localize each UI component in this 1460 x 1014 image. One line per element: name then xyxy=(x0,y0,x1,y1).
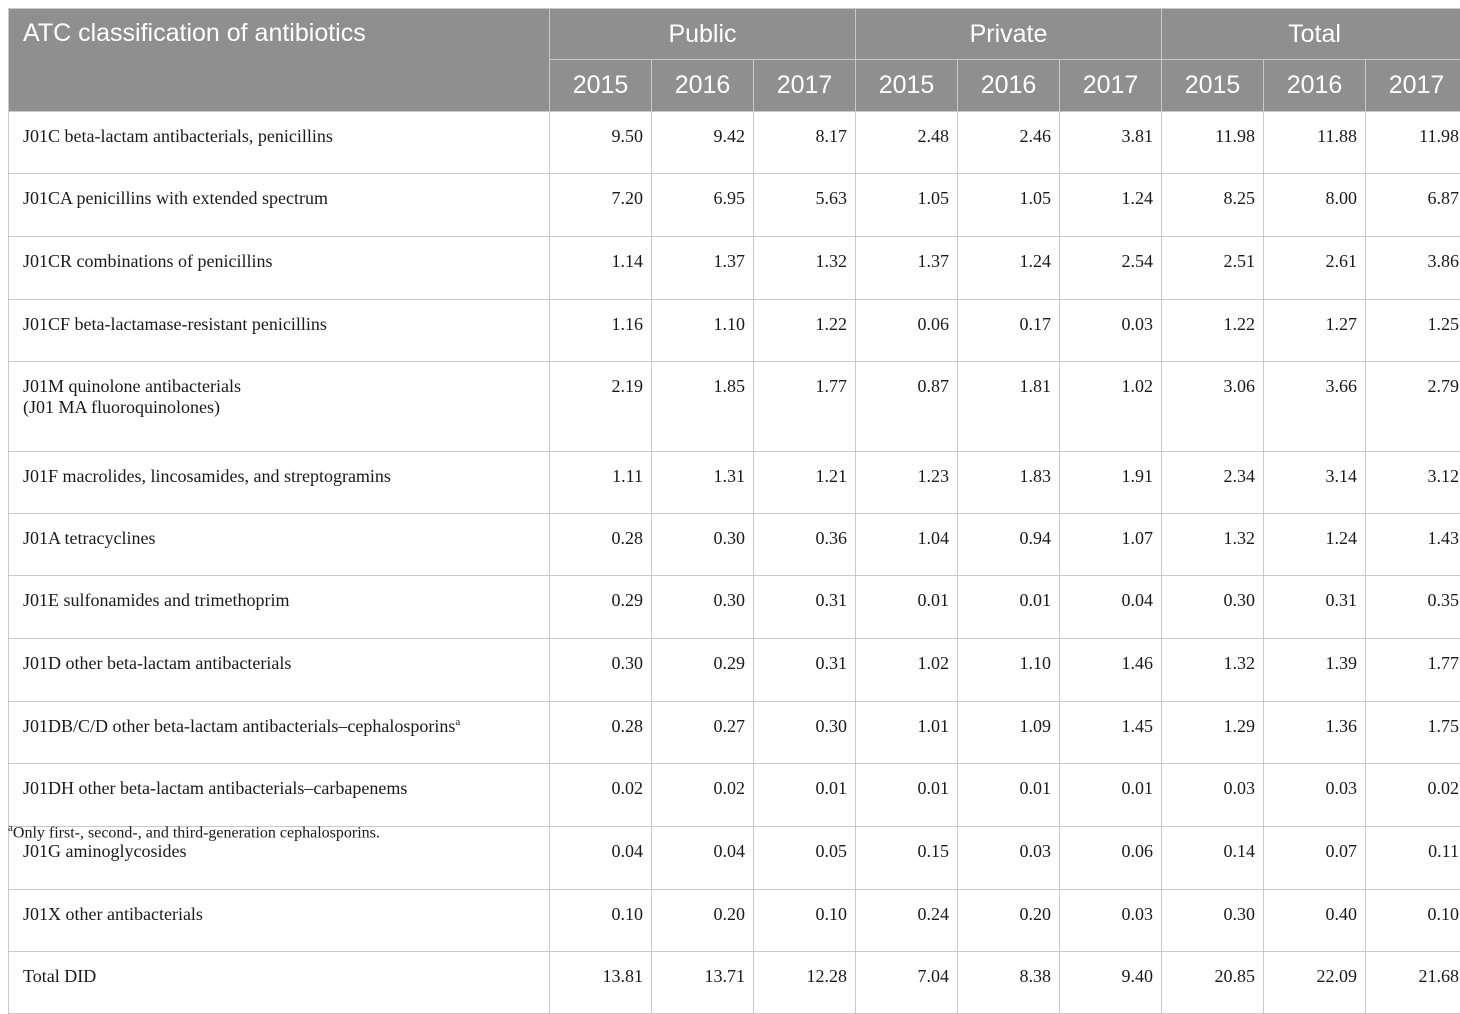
value-cell: 2.19 xyxy=(550,362,652,452)
table-row xyxy=(9,514,1460,576)
table-row xyxy=(9,890,1460,952)
value-cell: 0.01 xyxy=(958,764,1060,827)
value-cell: 0.01 xyxy=(754,764,856,827)
value-cell: 1.43 xyxy=(1366,514,1460,576)
value-cell: 0.30 xyxy=(550,639,652,702)
year-header: 2015 xyxy=(856,60,958,112)
table-header xyxy=(9,9,1460,112)
value-cell: 9.50 xyxy=(550,112,652,174)
value-cell: 1.24 xyxy=(958,237,1060,300)
value-cell: 1.25 xyxy=(1366,300,1460,362)
row-label: J01CA penicillins with extended spectrum xyxy=(23,188,328,208)
table-row xyxy=(9,576,1460,639)
value-cell: 1.22 xyxy=(754,300,856,362)
value-cell: 0.15 xyxy=(856,827,958,890)
table-row xyxy=(9,300,1460,362)
year-header: 2017 xyxy=(754,60,856,112)
row-label-cell xyxy=(9,952,550,1014)
table-row xyxy=(9,764,1460,827)
value-cell: 1.39 xyxy=(1264,639,1366,702)
footnote-reference: a xyxy=(455,716,460,728)
year-header: 2016 xyxy=(958,60,1060,112)
value-cell: 0.29 xyxy=(652,639,754,702)
row-label-cell xyxy=(9,174,550,237)
year-header: 2015 xyxy=(1162,60,1264,112)
value-cell: 8.38 xyxy=(958,952,1060,1014)
value-cell: 1.11 xyxy=(550,452,652,514)
value-cell: 0.03 xyxy=(1060,890,1162,952)
value-cell: 0.03 xyxy=(1264,764,1366,827)
table-row xyxy=(9,702,1460,764)
value-cell: 0.87 xyxy=(856,362,958,452)
value-cell: 1.77 xyxy=(754,362,856,452)
row-label-cell xyxy=(9,890,550,952)
row-label: J01A tetracyclines xyxy=(23,528,155,548)
value-cell: 9.42 xyxy=(652,112,754,174)
row-sublabel: (J01 MA fluoroquinolones) xyxy=(23,397,549,418)
value-cell: 13.81 xyxy=(550,952,652,1014)
value-cell: 1.14 xyxy=(550,237,652,300)
value-cell: 1.75 xyxy=(1366,702,1460,764)
group-header-public: Public xyxy=(550,9,856,60)
value-cell: 11.98 xyxy=(1366,112,1460,174)
value-cell: 0.01 xyxy=(1060,764,1162,827)
row-label: J01D other beta-lactam antibacterials xyxy=(23,653,291,673)
value-cell: 9.40 xyxy=(1060,952,1162,1014)
year-header: 2016 xyxy=(652,60,754,112)
row-label: J01DH other beta-lactam antibacterials–carbapenems xyxy=(23,778,407,798)
value-cell: 1.24 xyxy=(1264,514,1366,576)
row-label-cell xyxy=(9,362,550,452)
value-cell: 1.27 xyxy=(1264,300,1366,362)
value-cell: 1.29 xyxy=(1162,702,1264,764)
value-cell: 12.28 xyxy=(754,952,856,1014)
row-label: J01CR combinations of penicillins xyxy=(23,251,273,271)
value-cell: 0.27 xyxy=(652,702,754,764)
footnote-text: Only first-, second-, and third-generation cephalosporins. xyxy=(13,824,380,841)
value-cell: 1.16 xyxy=(550,300,652,362)
value-cell: 3.14 xyxy=(1264,452,1366,514)
row-label: J01M quinolone antibacterials xyxy=(23,376,241,396)
value-cell: 0.28 xyxy=(550,514,652,576)
year-header: 2017 xyxy=(1366,60,1460,112)
value-cell: 8.17 xyxy=(754,112,856,174)
value-cell: 1.05 xyxy=(958,174,1060,237)
value-cell: 0.01 xyxy=(856,576,958,639)
value-cell: 22.09 xyxy=(1264,952,1366,1014)
row-label-cell xyxy=(9,237,550,300)
row-label-cell xyxy=(9,112,550,174)
value-cell: 0.03 xyxy=(1162,764,1264,827)
value-cell: 3.12 xyxy=(1366,452,1460,514)
row-label-cell xyxy=(9,452,550,514)
row-label: J01CF beta-lactamase-resistant penicillins xyxy=(23,314,327,334)
value-cell: 0.30 xyxy=(1162,576,1264,639)
value-cell: 1.37 xyxy=(856,237,958,300)
value-cell: 2.46 xyxy=(958,112,1060,174)
table-body xyxy=(9,112,1460,1014)
value-cell: 1.85 xyxy=(652,362,754,452)
value-cell: 0.30 xyxy=(754,702,856,764)
value-cell: 1.83 xyxy=(958,452,1060,514)
value-cell: 0.05 xyxy=(754,827,856,890)
year-header: 2016 xyxy=(1264,60,1366,112)
table-container xyxy=(8,8,1452,1014)
value-cell: 0.24 xyxy=(856,890,958,952)
value-cell: 2.54 xyxy=(1060,237,1162,300)
value-cell: 2.51 xyxy=(1162,237,1264,300)
value-cell: 0.02 xyxy=(1366,764,1460,827)
row-label-cell xyxy=(9,639,550,702)
value-cell: 13.71 xyxy=(652,952,754,1014)
value-cell: 0.10 xyxy=(1366,890,1460,952)
table-footnote xyxy=(8,822,380,842)
header-row-groups xyxy=(9,9,1460,60)
value-cell: 20.85 xyxy=(1162,952,1264,1014)
value-cell: 1.77 xyxy=(1366,639,1460,702)
value-cell: 1.10 xyxy=(652,300,754,362)
row-label-cell xyxy=(9,764,550,827)
value-cell: 0.04 xyxy=(1060,576,1162,639)
value-cell: 1.23 xyxy=(856,452,958,514)
value-cell: 1.37 xyxy=(652,237,754,300)
row-label: J01F macrolides, lincosamides, and streptogramins xyxy=(23,466,391,486)
row-label-cell xyxy=(9,300,550,362)
value-cell: 1.02 xyxy=(1060,362,1162,452)
year-header: 2015 xyxy=(550,60,652,112)
value-cell: 0.20 xyxy=(958,890,1060,952)
value-cell: 2.79 xyxy=(1366,362,1460,452)
row-label: Total DID xyxy=(23,966,96,986)
value-cell: 0.94 xyxy=(958,514,1060,576)
value-cell: 0.01 xyxy=(958,576,1060,639)
value-cell: 0.31 xyxy=(754,576,856,639)
table-row xyxy=(9,174,1460,237)
value-cell: 1.91 xyxy=(1060,452,1162,514)
antibiotic-consumption-table xyxy=(8,8,1460,1014)
value-cell: 11.88 xyxy=(1264,112,1366,174)
value-cell: 0.31 xyxy=(1264,576,1366,639)
value-cell: 1.36 xyxy=(1264,702,1366,764)
value-cell: 5.63 xyxy=(754,174,856,237)
value-cell: 1.32 xyxy=(754,237,856,300)
value-cell: 1.02 xyxy=(856,639,958,702)
value-cell: 0.11 xyxy=(1366,827,1460,890)
value-cell: 1.81 xyxy=(958,362,1060,452)
value-cell: 1.32 xyxy=(1162,514,1264,576)
table-row xyxy=(9,112,1460,174)
value-cell: 0.30 xyxy=(652,514,754,576)
table-row xyxy=(9,639,1460,702)
year-header: 2017 xyxy=(1060,60,1162,112)
row-label: J01G aminoglycosides xyxy=(23,841,187,861)
value-cell: 1.10 xyxy=(958,639,1060,702)
row-label-cell xyxy=(9,576,550,639)
value-cell: 1.24 xyxy=(1060,174,1162,237)
value-cell: 0.06 xyxy=(856,300,958,362)
value-cell: 0.30 xyxy=(1162,890,1264,952)
value-cell: 1.01 xyxy=(856,702,958,764)
value-cell: 2.61 xyxy=(1264,237,1366,300)
value-cell: 0.14 xyxy=(1162,827,1264,890)
value-cell: 0.30 xyxy=(652,576,754,639)
value-cell: 0.07 xyxy=(1264,827,1366,890)
value-cell: 3.86 xyxy=(1366,237,1460,300)
value-cell: 0.10 xyxy=(754,890,856,952)
value-cell: 1.22 xyxy=(1162,300,1264,362)
value-cell: 1.05 xyxy=(856,174,958,237)
table-row xyxy=(9,362,1460,452)
value-cell: 6.87 xyxy=(1366,174,1460,237)
value-cell: 8.25 xyxy=(1162,174,1264,237)
value-cell: 1.45 xyxy=(1060,702,1162,764)
footnote-marker: a xyxy=(8,822,13,834)
value-cell: 11.98 xyxy=(1162,112,1264,174)
value-cell: 1.04 xyxy=(856,514,958,576)
value-cell: 0.04 xyxy=(550,827,652,890)
group-header-total: Total xyxy=(1162,9,1460,60)
value-cell: 0.02 xyxy=(550,764,652,827)
value-cell: 0.03 xyxy=(1060,300,1162,362)
row-label: J01DB/C/D other beta-lactam antibacterials–cephalosporins xyxy=(23,716,455,736)
value-cell: 1.21 xyxy=(754,452,856,514)
value-cell: 0.06 xyxy=(1060,827,1162,890)
value-cell: 1.09 xyxy=(958,702,1060,764)
value-cell: 1.31 xyxy=(652,452,754,514)
value-cell: 3.06 xyxy=(1162,362,1264,452)
value-cell: 2.48 xyxy=(856,112,958,174)
value-cell: 8.00 xyxy=(1264,174,1366,237)
row-label-cell xyxy=(9,702,550,764)
value-cell: 0.36 xyxy=(754,514,856,576)
value-cell: 0.20 xyxy=(652,890,754,952)
value-cell: 0.03 xyxy=(958,827,1060,890)
value-cell: 6.95 xyxy=(652,174,754,237)
table-row xyxy=(9,452,1460,514)
row-label: J01X other antibacterials xyxy=(23,904,203,924)
row-label-cell xyxy=(9,514,550,576)
value-cell: 1.32 xyxy=(1162,639,1264,702)
value-cell: 21.68 xyxy=(1366,952,1460,1014)
table-row xyxy=(9,237,1460,300)
value-cell: 0.28 xyxy=(550,702,652,764)
group-header-private: Private xyxy=(856,9,1162,60)
value-cell: 1.07 xyxy=(1060,514,1162,576)
value-cell: 2.34 xyxy=(1162,452,1264,514)
value-cell: 7.20 xyxy=(550,174,652,237)
value-cell: 3.66 xyxy=(1264,362,1366,452)
value-cell: 0.04 xyxy=(652,827,754,890)
value-cell: 0.40 xyxy=(1264,890,1366,952)
table-row xyxy=(9,952,1460,1014)
atc-column-header: ATC classification of antibiotics xyxy=(9,9,550,112)
value-cell: 0.31 xyxy=(754,639,856,702)
value-cell: 7.04 xyxy=(856,952,958,1014)
value-cell: 0.35 xyxy=(1366,576,1460,639)
value-cell: 0.01 xyxy=(856,764,958,827)
row-label: J01C beta-lactam antibacterials, penicillins xyxy=(23,126,333,146)
value-cell: 0.29 xyxy=(550,576,652,639)
value-cell: 1.46 xyxy=(1060,639,1162,702)
value-cell: 0.02 xyxy=(652,764,754,827)
value-cell: 0.17 xyxy=(958,300,1060,362)
value-cell: 3.81 xyxy=(1060,112,1162,174)
row-label: J01E sulfonamides and trimethoprim xyxy=(23,590,289,610)
value-cell: 0.10 xyxy=(550,890,652,952)
